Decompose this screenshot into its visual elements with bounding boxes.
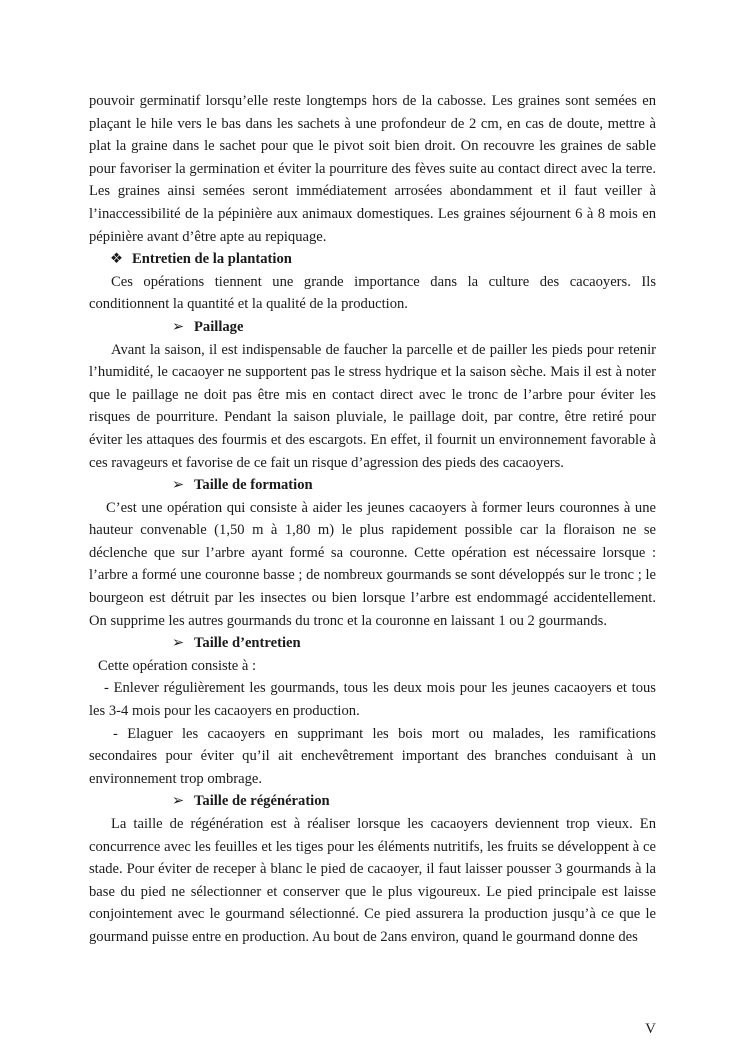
arrow-bullet-icon: ➢: [172, 635, 185, 652]
arrow-bullet-icon: ➢: [172, 477, 185, 494]
page-number: V: [645, 1021, 656, 1037]
subheading-paillage-text: Paillage: [194, 318, 244, 335]
taille-regeneration-paragraph: La taille de régénération est à réaliser lorsque les cacaoyers deviennent trop vieux. En concurrence avec les feuilles et les tiges pour les éléments nutritifs, les fruits se développent à ce stade. Pour éviter de receper à blanc le pied de cacaoyer, il faut laisser pousser 3 gourmands à la base du pied ne sélectionner et conserver que le plus vigoureux. Le pied principale est laisse conjointement avec le gourmand sélectionné. Ce pied assurera la production jusqu’à ce que le gourmand puisse entre en production. Au bout de 2ans environ, quand le gourmand donne des: [89, 816, 656, 945]
arrow-bullet-icon: ➢: [172, 793, 185, 810]
section-paragraph: Ces opérations tiennent une grande importance dans la culture des cacaoyers. Ils conditionnent la quantité et la qualité de la production.: [89, 273, 656, 313]
section-heading-text: Entretien de la plantation: [132, 251, 292, 268]
taille-formation-paragraph: C’est une opération qui consiste à aider les jeunes cacaoyers à former leurs couronnes à une hauteur convenable (1,50 m à 1,80 m) le plus rapidement possible car la floraison ne se déclenche que sur l’arbre ayant formé sa couronne. Cette opération est nécessaire lorsque : l’arbre a formé une couronne basse ; de nombreux gourmands se sont développés sur le tronc ; le bourgeon est détruit par les insectes ou bien lorsque l’arbre est endommagé accidentellement. On supprime les autres gourmands du tronc et la couronne en laissant 1 ou 2 gourmands.: [89, 499, 656, 629]
taille-entretien-intro: Cette opération consiste à :: [98, 657, 257, 674]
paillage-paragraph: Avant la saison, il est indispensable de faucher la parcelle et de pailler les pieds pour retenir l’humidité, le cacaoyer ne supportent pas le stress hydrique et la saison sèche. Mais il est à noter que le paillage ne doit pas être mis en contact direct avec le tronc de l’arbre pour éviter les risques de pourriture. Pendant la saison pluviale, le paillage doit, par contre, être retiré pour éviter les attaques des fourmis et des escargots. En effet, il fournit un environnement favorable à ces ravageurs et favorise de ce fait un risque d’agression des pieds des cacaoyers.: [89, 341, 656, 471]
diamond-bullet-icon: ❖: [110, 251, 124, 268]
subheading-taille-formation: [172, 474, 656, 497]
subheading-taille-entretien: [172, 632, 656, 655]
subheading-taille-regeneration: [172, 790, 656, 813]
taille-entretien-item-2: - Elaguer les cacaoyers en supprimant les bois mort ou malades, les ramifications secondaires pour éviter qu’il ait enchevêtrement important des branches conduisant à un environnement trop ombrage.: [89, 725, 656, 787]
intro-paragraph: pouvoir germinatif lorsqu’elle reste longtemps hors de la cabosse. Les graines sont semées en plaçant le hile vers le bas dans les sachets à une profondeur de 2 cm, en cas de doute, mettre à plat la graine dans le sachet pour que le pivot soit bien droit. On recouvre les graines de sable pour favoriser la germination et éviter la pourriture des fèves suite au contact direct avec la terre. Les graines ainsi semées seront immédiatement arrosées abondamment et il faut veiller à l’inaccessibilité de la pépinière aux animaux domestiques. Les graines séjournent 6 à 8 mois en pépinière avant d’être apte au repiquage.: [89, 93, 656, 245]
section-heading: [110, 248, 656, 271]
subheading-taille-entretien-text: Taille d’entretien: [194, 635, 301, 652]
subheading-paillage: [172, 316, 656, 339]
subheading-taille-regeneration-text: Taille de régénération: [194, 793, 330, 810]
arrow-bullet-icon: ➢: [172, 318, 185, 335]
page-content: [89, 90, 656, 949]
taille-entretien-item-1: - Enlever régulièrement les gourmands, tous les deux mois pour les jeunes cacaoyers et tous les 3-4 mois pour les cacaoyers en production.: [89, 680, 656, 720]
subheading-taille-formation-text: Taille de formation: [194, 477, 313, 494]
